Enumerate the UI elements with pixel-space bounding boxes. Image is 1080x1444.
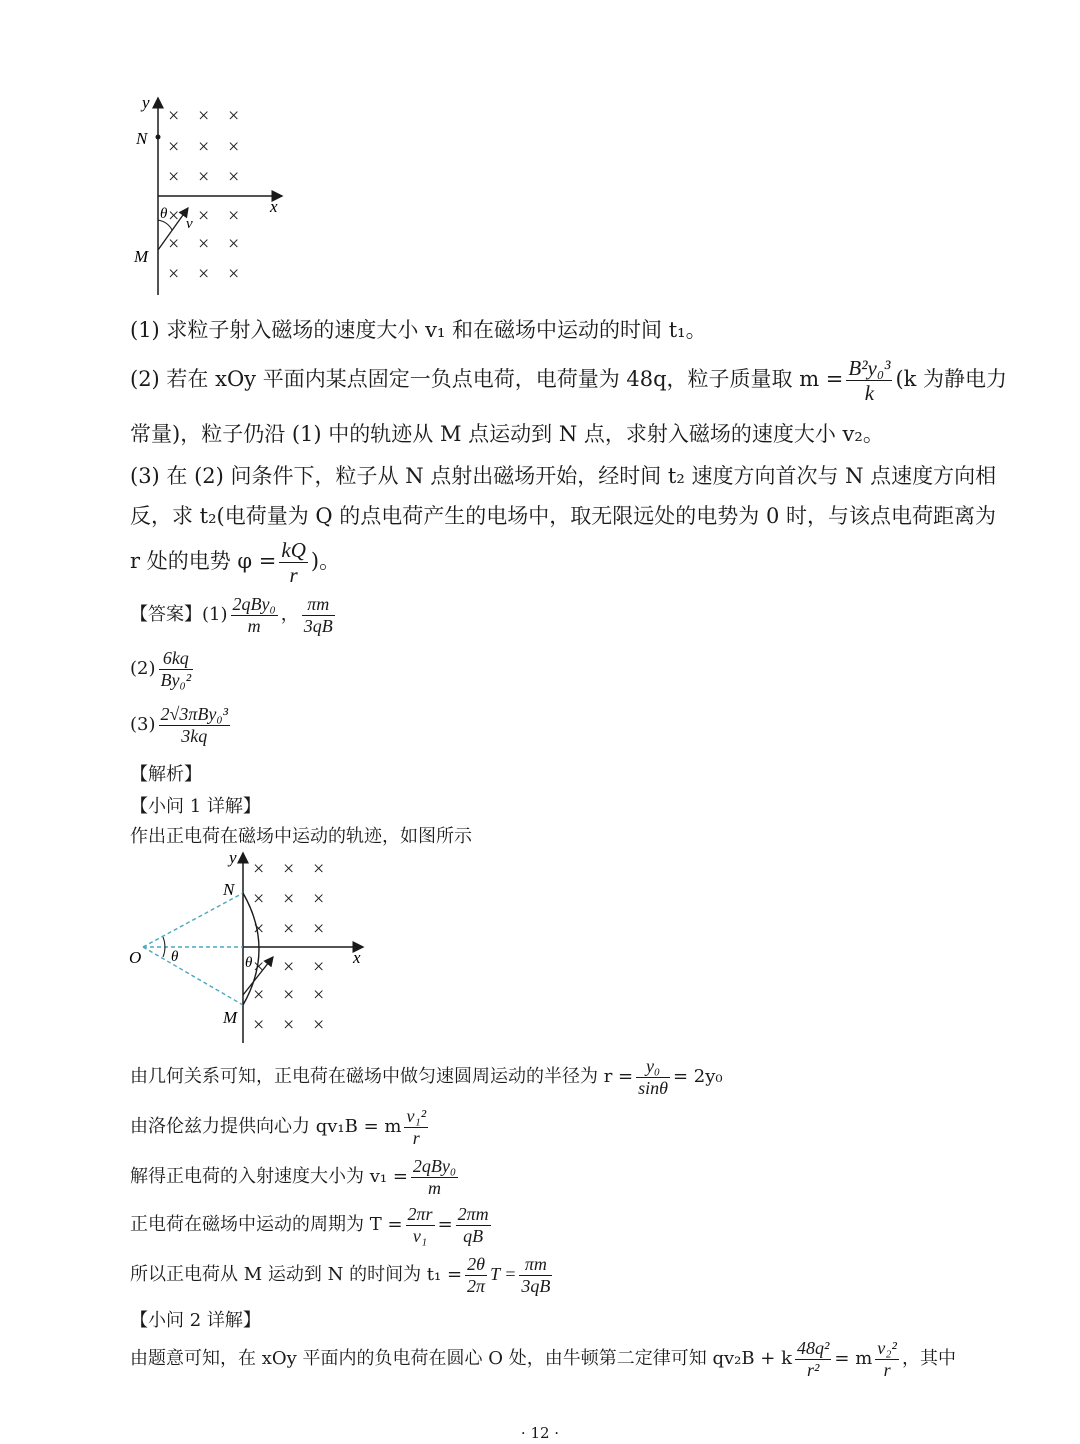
- analysis-line-3: [130, 1106, 431, 1148]
- line2-result: = 2y₀: [673, 1066, 723, 1088]
- answer-1-time: $\frac{\pi m}{3qB}$: [303, 594, 333, 636]
- m-label: M: [223, 1008, 238, 1027]
- line7-text: 由题意可知，在 xOy 平面内的负电荷在圆心 O 处，由牛顿第二定律可知 qv₂B + k: [130, 1348, 793, 1370]
- svg-text:×: ×: [253, 858, 265, 880]
- question-3-line-1: (3) 在 (2) 问条件下，粒子从 N 点射出磁场开始，经时间 t₂ 速度方向首次与 N 点速度方向相: [130, 464, 997, 488]
- radius-fraction: $\frac{\text{y₀}}{\sin\theta}$: [638, 1056, 668, 1098]
- svg-text:×: ×: [253, 888, 265, 910]
- analysis-line-5: [130, 1204, 494, 1246]
- svg-text:×: ×: [313, 888, 325, 910]
- n-label: N: [223, 880, 235, 899]
- answer-2-value: $\frac{6kq}{\text{By₀²}}$: [160, 648, 192, 690]
- analysis-label: 【解析】: [130, 764, 202, 785]
- svg-text:×: ×: [198, 205, 210, 227]
- period-fraction-1: $\frac{2\pi r}{\text{v₁}}$: [407, 1204, 433, 1246]
- q2-text-b: (k 为静电力: [895, 367, 1008, 392]
- q2-mass-fraction: $\frac{\text{B²y₀³}}{k}$: [848, 356, 891, 406]
- sub-question-1-heading: 【小问 1 详解】: [130, 796, 261, 817]
- o-label: O: [129, 948, 142, 967]
- answer-3-value: $\frac{\text{2√3πBy₀³}}{3kq}$: [160, 704, 229, 746]
- question-1: (1) 求粒子射入磁场的速度大小 v₁ 和在磁场中运动的时间 t₁。: [130, 318, 707, 342]
- theta-label: θ: [160, 206, 168, 222]
- line7-tail: ，其中: [901, 1348, 956, 1370]
- svg-text:×: ×: [168, 205, 180, 227]
- svg-text:×: ×: [283, 984, 295, 1006]
- answer-line-2: [130, 648, 196, 690]
- svg-text:×: ×: [313, 1014, 325, 1036]
- svg-text:×: ×: [313, 956, 325, 978]
- svg-text:×: ×: [198, 166, 210, 188]
- page-number: · 12 ·: [520, 1424, 560, 1442]
- svg-text:×: ×: [283, 888, 295, 910]
- svg-text:×: ×: [168, 166, 180, 188]
- v-label: v: [186, 216, 193, 232]
- answer-label: 【答案】: [130, 604, 202, 626]
- svg-text:×: ×: [283, 1014, 295, 1036]
- question-3-line-3: [130, 538, 340, 587]
- analysis-line-2: [130, 1056, 723, 1098]
- answer-1-prefix: (1): [202, 604, 228, 626]
- figure-trajectory-2: [125, 845, 385, 1045]
- svg-text:×: ×: [198, 233, 210, 255]
- svg-text:×: ×: [168, 136, 180, 158]
- answer-2-prefix: (2): [130, 658, 156, 680]
- line2-text: 由几何关系可知，正电荷在磁场中做匀速圆周运动的半径为 r =: [130, 1066, 634, 1088]
- svg-text:×: ×: [313, 858, 325, 880]
- theta-velocity-label: θ: [245, 955, 253, 971]
- line3-text: 由洛伦兹力提供向心力 qv₁B = m: [130, 1116, 402, 1138]
- y-label: y: [142, 93, 150, 112]
- answer-line-3: [130, 704, 233, 746]
- svg-text:×: ×: [313, 918, 325, 940]
- svg-text:×: ×: [283, 858, 295, 880]
- svg-text:×: ×: [253, 956, 265, 978]
- answer-1-velocity: $\frac{\text{2qBy₀}}{m}$: [232, 594, 276, 636]
- svg-text:×: ×: [228, 263, 240, 285]
- x-label: x: [270, 197, 278, 216]
- line5-equals: =: [437, 1214, 453, 1236]
- period-fraction-2: $\frac{2\pi m}{qB}$: [457, 1204, 489, 1246]
- sub-question-2-heading: 【小问 2 详解】: [130, 1310, 261, 1331]
- analysis-line-7: [130, 1338, 956, 1380]
- time-fraction-1: $\frac{2\theta}{2\pi}$: [467, 1254, 486, 1296]
- time-fraction-2: $\frac{\pi m}{3qB}$: [521, 1254, 551, 1296]
- centripetal-fraction-2: $\frac{\text{v₂²}}{r}$: [877, 1338, 897, 1380]
- q3-text-d: )。: [310, 549, 341, 574]
- radius-to-n: [143, 893, 243, 947]
- figure-magnetic-field-1: [120, 90, 300, 300]
- x-label: x: [353, 948, 361, 967]
- m-label: M: [134, 247, 149, 266]
- coulomb-fraction: $\frac{\text{48q²}}{\text{r²}}$: [797, 1338, 830, 1380]
- answer-line-1: [130, 594, 338, 636]
- svg-text:×: ×: [228, 105, 240, 127]
- y-label: y: [229, 848, 237, 867]
- svg-text:×: ×: [283, 956, 295, 978]
- q2-text-a: (2) 若在 xOy 平面内某点固定一负点电荷，电荷量为 48q，粒子质量取 m =: [130, 367, 844, 392]
- svg-text:×: ×: [198, 105, 210, 127]
- velocity-fraction: $\frac{\text{2qBy₀}}{m}$: [412, 1156, 457, 1198]
- question-2-line-1: [130, 356, 1007, 405]
- svg-text:×: ×: [168, 233, 180, 255]
- svg-text:×: ×: [313, 984, 325, 1006]
- q3-text-c: r 处的电势 φ =: [130, 549, 277, 574]
- svg-text:×: ×: [228, 233, 240, 255]
- svg-text:×: ×: [168, 105, 180, 127]
- centripetal-fraction: $\frac{\text{v₁²}}{r}$: [406, 1106, 427, 1148]
- analysis-line-6: [130, 1254, 555, 1296]
- answer-1-separator: ，: [280, 604, 299, 626]
- line5-text: 正电荷在磁场中运动的周期为 T =: [130, 1214, 403, 1236]
- n-point: [156, 135, 161, 140]
- svg-text:×: ×: [228, 205, 240, 227]
- svg-text:×: ×: [168, 263, 180, 285]
- svg-text:×: ×: [228, 166, 240, 188]
- radius-to-m: [143, 947, 243, 1005]
- line4-text: 解得正电荷的入射速度大小为 v₁ =: [130, 1166, 408, 1188]
- line6-text: 所以正电荷从 M 运动到 N 的时间为 t₁ =: [130, 1264, 463, 1286]
- q3-potential-fraction: $\frac{kQ}{r}$: [281, 538, 306, 588]
- svg-text:×: ×: [253, 1014, 265, 1036]
- line7-equals: = m: [834, 1348, 873, 1370]
- n-label: N: [136, 129, 148, 148]
- question-2-line-2: 常量)，粒子仍沿 (1) 中的轨迹从 M 点运动到 N 点，求射入磁场的速度大小 v₂。: [130, 422, 884, 446]
- analysis-line-4: [130, 1156, 461, 1198]
- line6-mid: T =: [490, 1264, 517, 1285]
- svg-text:×: ×: [228, 136, 240, 158]
- theta-center-label: θ: [171, 949, 179, 965]
- svg-text:×: ×: [198, 136, 210, 158]
- svg-text:×: ×: [253, 918, 265, 940]
- answer-3-prefix: (3): [130, 714, 156, 736]
- svg-text:×: ×: [198, 263, 210, 285]
- analysis-line-1: 作出正电荷在磁场中运动的轨迹，如图所示: [130, 826, 472, 847]
- question-3-line-2: 反，求 t₂(电荷量为 Q 的点电荷产生的电场中，取无限远处的电势为 0 时，与该点电荷距离为: [130, 504, 997, 528]
- field-crosses: [168, 105, 239, 285]
- svg-text:×: ×: [283, 918, 295, 940]
- svg-text:×: ×: [253, 984, 265, 1006]
